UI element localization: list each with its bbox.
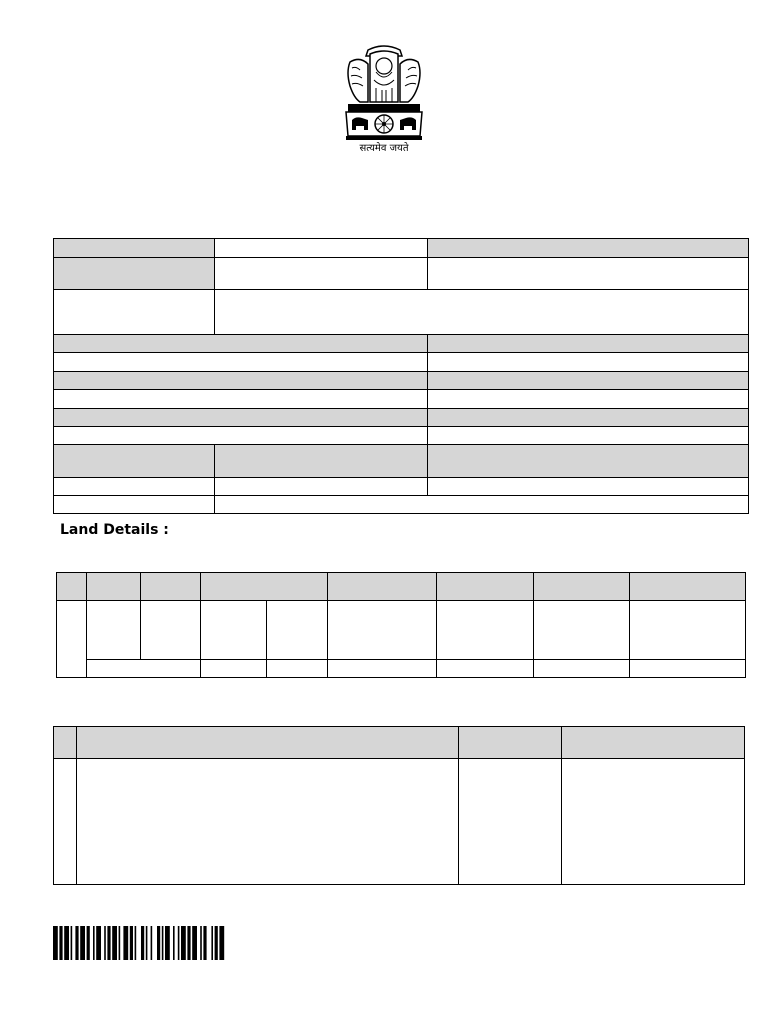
table-cell bbox=[267, 660, 328, 678]
table-header-cell bbox=[87, 573, 141, 601]
table-cell bbox=[630, 601, 746, 660]
table-cell bbox=[57, 601, 87, 678]
table-header-cell bbox=[141, 573, 201, 601]
table-row bbox=[54, 478, 749, 496]
table-cell bbox=[428, 353, 749, 372]
table-cell bbox=[215, 496, 749, 514]
land-details-heading: Land Details : bbox=[60, 522, 169, 538]
table-cell bbox=[215, 290, 749, 335]
table-cell bbox=[201, 601, 267, 660]
table-cell bbox=[54, 478, 215, 496]
table-cell bbox=[428, 335, 749, 353]
table-row bbox=[54, 427, 749, 445]
table-header-cell bbox=[534, 573, 630, 601]
table-header-cell bbox=[201, 573, 328, 601]
national-emblem-icon bbox=[338, 42, 430, 154]
table-row bbox=[57, 660, 746, 678]
table-cell bbox=[630, 660, 746, 678]
table-cell bbox=[54, 409, 428, 427]
table-cell bbox=[141, 601, 201, 660]
table-cell bbox=[54, 335, 428, 353]
table-cell bbox=[54, 239, 215, 258]
table-header-cell bbox=[630, 573, 746, 601]
table-cell bbox=[428, 372, 749, 390]
table-header-cell bbox=[54, 727, 77, 759]
table-row bbox=[54, 445, 749, 478]
table-row bbox=[54, 335, 749, 353]
table-cell bbox=[562, 759, 745, 885]
table-row bbox=[54, 353, 749, 372]
table-row bbox=[54, 372, 749, 390]
table-row bbox=[54, 390, 749, 409]
table-cell bbox=[428, 427, 749, 445]
table-cell bbox=[54, 445, 215, 478]
table-row bbox=[54, 290, 749, 335]
table-cell bbox=[54, 353, 428, 372]
table-cell bbox=[215, 239, 428, 258]
table-header-cell bbox=[57, 573, 87, 601]
table-cell bbox=[54, 290, 215, 335]
table-row bbox=[54, 759, 745, 885]
applicant-details-table bbox=[53, 238, 749, 514]
table-cell bbox=[54, 496, 215, 514]
table-row bbox=[54, 258, 749, 290]
table-cell bbox=[54, 258, 215, 290]
barcode-icon bbox=[53, 926, 315, 960]
table-cell bbox=[87, 601, 141, 660]
table-cell bbox=[428, 239, 749, 258]
table-cell bbox=[437, 601, 534, 660]
table-cell bbox=[428, 409, 749, 427]
table-cell bbox=[54, 759, 77, 885]
table-cell bbox=[459, 759, 562, 885]
table-row bbox=[54, 239, 749, 258]
table-cell bbox=[201, 660, 267, 678]
table-cell bbox=[428, 258, 749, 290]
table-header-cell bbox=[459, 727, 562, 759]
table-header-cell bbox=[562, 727, 745, 759]
table-cell bbox=[328, 660, 437, 678]
table-cell bbox=[54, 390, 428, 409]
table-cell bbox=[328, 601, 437, 660]
table-cell bbox=[215, 445, 428, 478]
land-details-table bbox=[56, 572, 746, 678]
table-cell bbox=[428, 390, 749, 409]
table-row bbox=[57, 601, 746, 660]
table-row bbox=[54, 496, 749, 514]
table-cell bbox=[534, 660, 630, 678]
table-header-cell bbox=[437, 573, 534, 601]
table-row bbox=[57, 573, 746, 601]
table-cell bbox=[215, 258, 428, 290]
table-header-cell bbox=[77, 727, 459, 759]
table-cell bbox=[215, 478, 428, 496]
table-cell bbox=[77, 759, 459, 885]
emblem-motto: सत्यमेव जयते bbox=[359, 143, 409, 154]
table-cell bbox=[267, 601, 328, 660]
table-cell bbox=[534, 601, 630, 660]
documents-table bbox=[53, 726, 745, 885]
table-row bbox=[54, 727, 745, 759]
table-cell bbox=[54, 372, 428, 390]
table-cell bbox=[54, 427, 428, 445]
table-cell bbox=[87, 660, 201, 678]
table-header-cell bbox=[328, 573, 437, 601]
table-row bbox=[54, 409, 749, 427]
table-cell bbox=[428, 478, 749, 496]
table-cell bbox=[437, 660, 534, 678]
table-cell bbox=[428, 445, 749, 478]
